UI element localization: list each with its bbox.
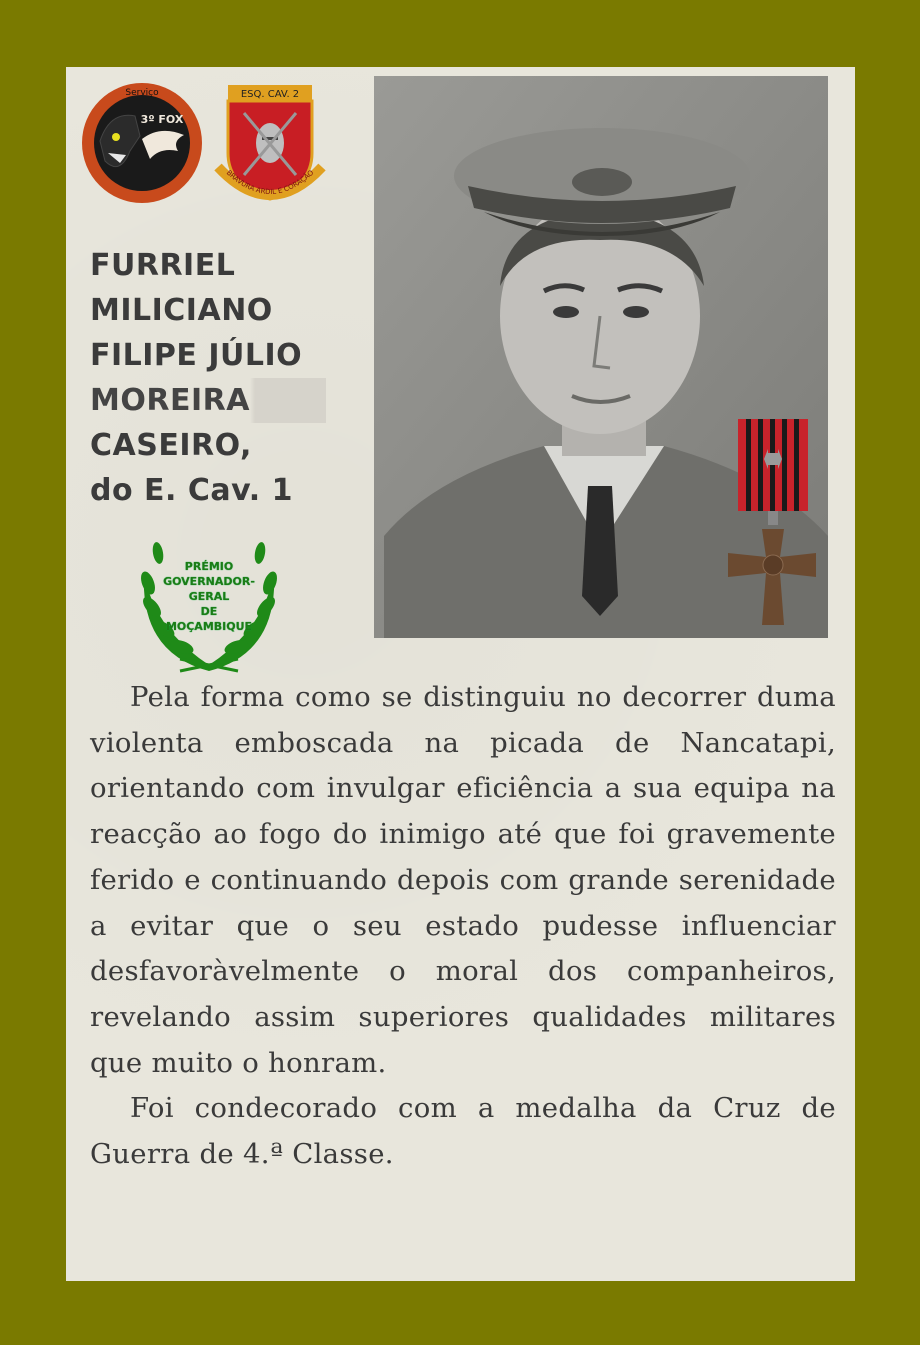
award-line-3: DE (200, 605, 218, 618)
rank-line-1: FURRIEL (90, 248, 236, 283)
surname-line: CASEIRO, (90, 428, 252, 463)
name-line-1: FILIPE JÚLIO (90, 338, 303, 373)
citation-paragraph-1: Pela forma como se distinguiu no decorrer duma violenta emboscada na picada de Nancatapi, orientando com invulgar eficiência a sua equipa na reacção ao fogo do inimigo até que foi gravemente ferido e continuando depois com grande serenidade a evitar que o seu estado pudesse influenciar desfavoràvelmente o moral dos companheiros, revelando assim superiores qualidades militares que muito o honram. (90, 681, 836, 1079)
rank-line-2: MILICIANO (90, 293, 273, 328)
award-title (162, 559, 256, 634)
award-line-4: MOÇAMBIQUE (165, 620, 253, 633)
award-line-2: GOVERNADOR-GERAL (163, 575, 255, 603)
soldier-name (90, 243, 370, 513)
fox-badge-label: 3º FOX (140, 113, 184, 126)
award-line-1: PRÉMIO (184, 560, 234, 573)
newspaper-clipping (66, 67, 855, 1281)
citation-paragraph-2: Foi condecorado com a medalha da Cruz de Guerra de 4.ª Classe. (90, 1092, 836, 1171)
citation-text (90, 675, 836, 1178)
cavalry-shield-badge-icon (214, 83, 326, 211)
fox-unit-badge-icon (80, 81, 204, 205)
shield-badge-top-text: ESQ. CAV. 2 (240, 89, 300, 100)
surname-highlighted: MOREIRA (90, 378, 326, 423)
war-cross-medal-icon (722, 419, 822, 631)
fox-badge-top-text: Serviço (125, 88, 159, 98)
unit-line: do E. Cav. 1 (90, 473, 293, 508)
shield-badge-motto: BRAVURA ARDIL E CORAÇÃO (224, 168, 316, 197)
